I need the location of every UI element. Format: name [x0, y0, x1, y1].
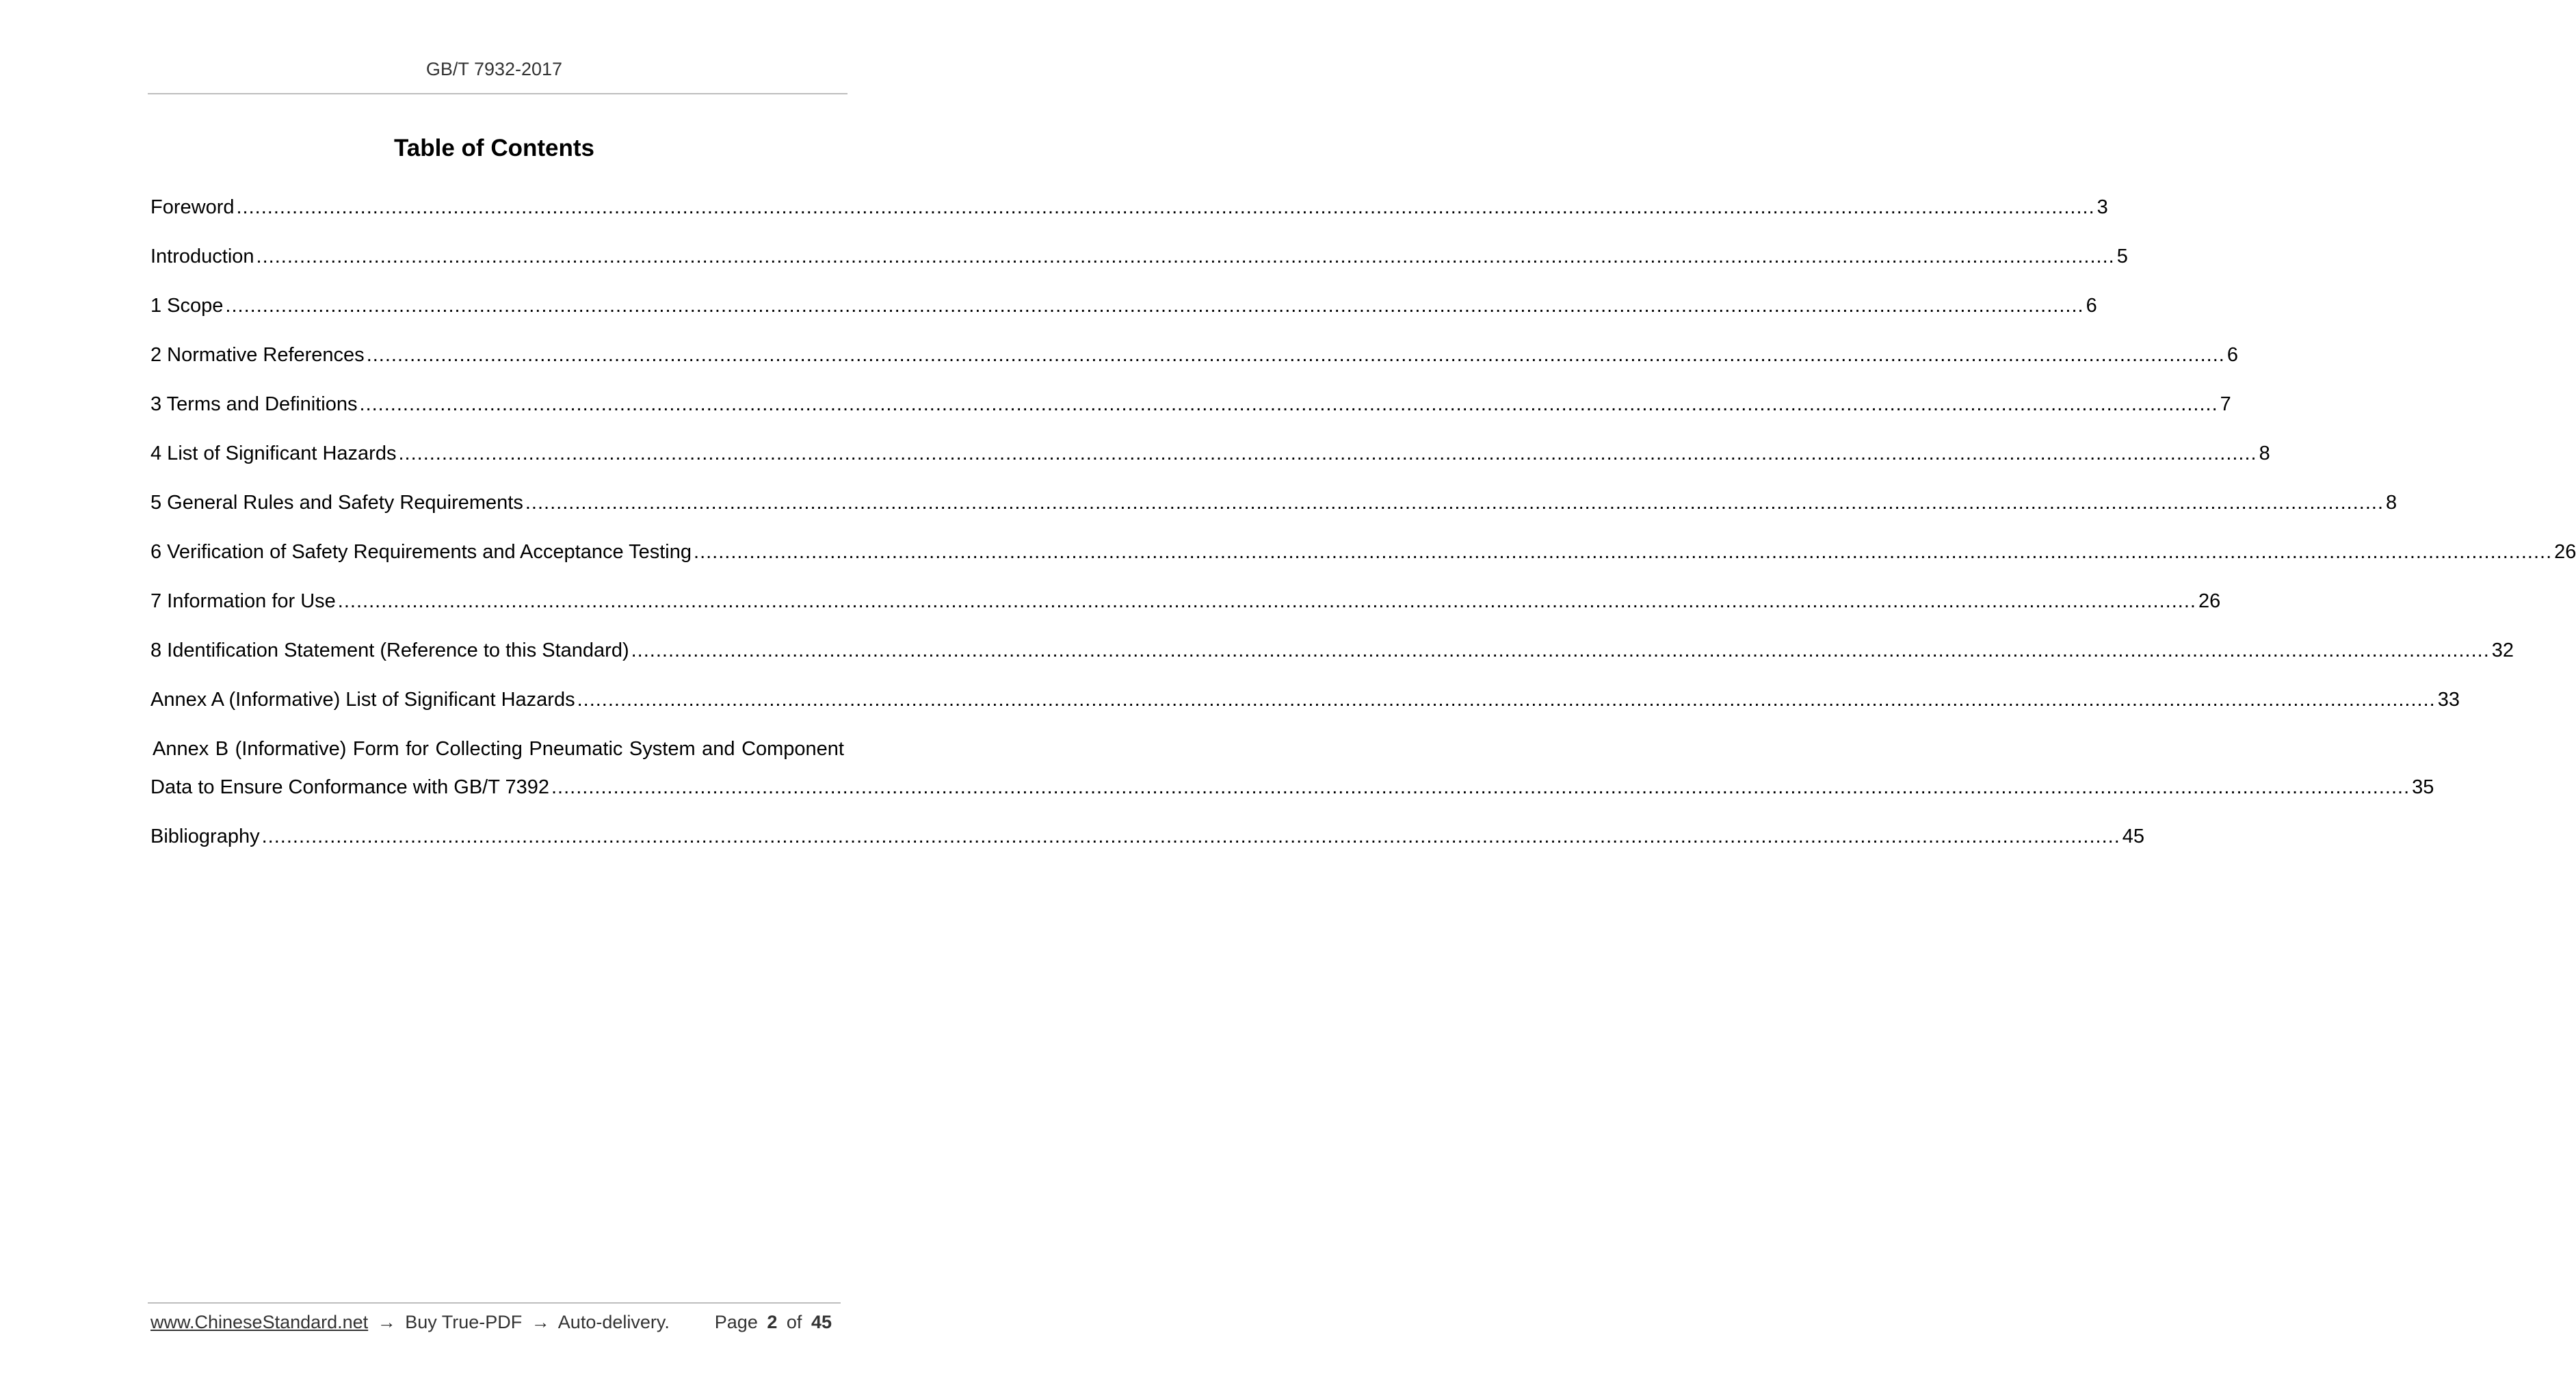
- dot-leader: ............................................................................................................................................................................................................................................................................................................: [631, 639, 2490, 661]
- toc-entry-page: 26: [2198, 590, 2221, 612]
- dot-leader: ............................................................................................................................................................................................................................................................................................................: [551, 776, 2410, 798]
- toc-entry-terms-definitions[interactable]: [150, 386, 2231, 436]
- toc-entry-annex-b[interactable]: [150, 731, 2434, 819]
- dot-leader: ............................................................................................................................................................................................................................................................................................................: [337, 590, 2196, 612]
- toc-entry-page: 8: [2259, 443, 2270, 464]
- toc-entry-label: Annex A (Informative) List of Significant Hazards: [150, 689, 575, 711]
- toc-entry-page: 26: [2554, 541, 2576, 563]
- footer-divider: [148, 1302, 841, 1304]
- toc-entry-foreword[interactable]: [150, 189, 2108, 239]
- page-number: [715, 1312, 841, 1333]
- toc-entry-information-for-use[interactable]: [150, 583, 2221, 633]
- toc-entry-identification-statement[interactable]: [150, 633, 2514, 682]
- footer-promo: [150, 1312, 670, 1333]
- dot-leader: ............................................................................................................................................................................................................................................................................................................: [366, 344, 2225, 366]
- toc-entry-page: 6: [2226, 344, 2238, 366]
- arrow-right-icon: →: [531, 1312, 550, 1332]
- of-word: of: [786, 1312, 802, 1332]
- dot-leader: ............................................................................................................................................................................................................................................................................................................: [577, 689, 2436, 711]
- buy-text: Buy True-PDF: [405, 1312, 523, 1332]
- toc-entry-bibliography[interactable]: [150, 819, 2145, 868]
- current-page: 2: [767, 1312, 778, 1332]
- delivery-text: Auto-delivery.: [557, 1312, 670, 1332]
- page-word: Page: [714, 1312, 758, 1332]
- toc-entry-label: Foreword: [150, 196, 235, 218]
- toc-entry-page: 7: [2220, 393, 2231, 415]
- toc-entry-label: 7 Information for Use: [150, 590, 336, 612]
- dot-leader: ............................................................................................................................................................................................................................................................................................................: [261, 826, 2120, 847]
- total-pages: 45: [811, 1312, 832, 1332]
- toc-entry-page: 32: [2491, 639, 2514, 661]
- dot-leader: ............................................................................................................................................................................................................................................................................................................: [525, 492, 2384, 514]
- toc-entry-page: 5: [2116, 246, 2128, 267]
- toc-entry-introduction[interactable]: [150, 239, 2128, 288]
- toc-entry-page: 3: [2097, 196, 2108, 218]
- header-divider: [148, 93, 847, 94]
- toc-entry-label: 2 Normative References: [150, 344, 365, 366]
- toc-entry-label: 3 Terms and Definitions: [150, 393, 358, 415]
- arrow-right-icon: →: [377, 1312, 396, 1332]
- toc-title: Table of Contents: [394, 135, 594, 161]
- toc-entry-label: 8 Identification Statement (Reference to this Standard): [150, 639, 629, 661]
- toc-entry-significant-hazards[interactable]: [150, 436, 2270, 485]
- toc-entry-label-line1: Annex B (Informative) Form for Collecting Pneumatic System and Component: [153, 738, 844, 760]
- toc-entry-page: 33: [2437, 689, 2460, 711]
- toc-entry-page: 35: [2412, 776, 2434, 798]
- dot-leader: ............................................................................................................................................................................................................................................................................................................: [694, 541, 2553, 563]
- toc-entry-page: 45: [2122, 826, 2145, 847]
- table-of-contents: [150, 189, 2576, 868]
- toc-entry-label: Bibliography: [150, 826, 260, 847]
- toc-entry-scope[interactable]: [150, 288, 2097, 337]
- toc-entry-normative-references[interactable]: [150, 337, 2238, 386]
- toc-entry-annex-a[interactable]: [150, 682, 2460, 731]
- dot-leader: ............................................................................................................................................................................................................................................................................................................: [256, 246, 2115, 267]
- dot-leader: ............................................................................................................................................................................................................................................................................................................: [225, 295, 2084, 317]
- toc-entry-label: 5 General Rules and Safety Requirements: [150, 492, 523, 514]
- toc-entry-page: 6: [2086, 295, 2097, 317]
- page-footer: [150, 1312, 841, 1333]
- document-id-header: GB/T 7932-2017: [425, 59, 563, 79]
- toc-entry-general-rules[interactable]: [150, 485, 2397, 534]
- toc-entry-page: 8: [2386, 492, 2397, 514]
- toc-entry-label: 6 Verification of Safety Requirements and Acceptance Testing: [150, 541, 692, 563]
- toc-entry-verification[interactable]: [150, 534, 2576, 583]
- dot-leader: ............................................................................................................................................................................................................................................................................................................: [236, 196, 2095, 218]
- dot-leader: ............................................................................................................................................................................................................................................................................................................: [398, 443, 2257, 464]
- dot-leader: ............................................................................................................................................................................................................................................................................................................: [359, 393, 2218, 415]
- toc-entry-label: Data to Ensure Conformance with GB/T 7392: [150, 776, 549, 798]
- toc-entry-label: 4 List of Significant Hazards: [150, 443, 397, 464]
- toc-entry-label: 1 Scope: [150, 295, 224, 317]
- toc-entry-label: Introduction: [150, 246, 254, 267]
- site-link[interactable]: www.ChineseStandard.net: [150, 1312, 369, 1332]
